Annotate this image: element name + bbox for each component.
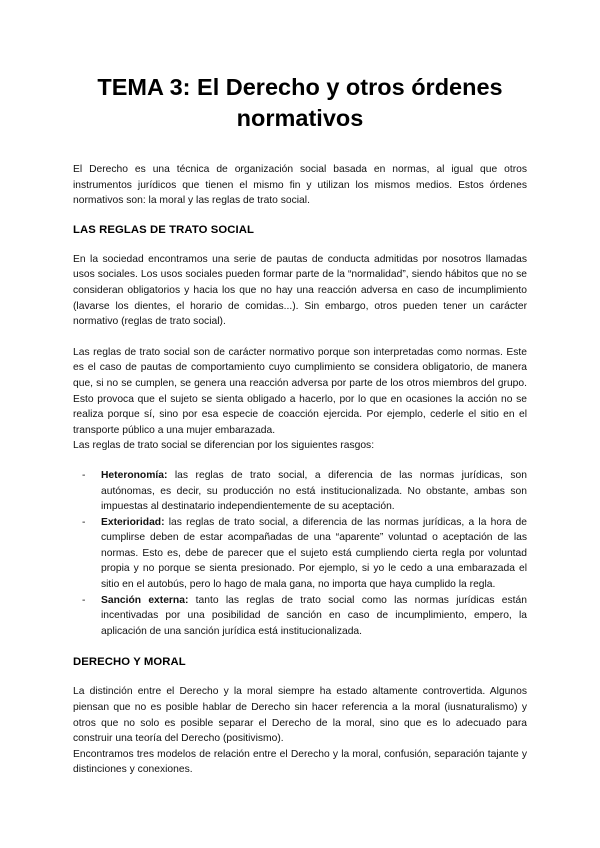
page-title (73, 72, 527, 134)
paragraph-reglas-normativas: Las reglas de trato social son de carácter normativo porque son interpretadas como normas. Este es el caso de pautas de comportamiento cuyo cumplimiento se considera obligatorio, de manera que, si no se cumplen, se genera una reacción adversa por parte de los otros miembros del grupo. Esto provoca que el sujeto se sienta obligado a hacerlo, por lo que en ocasiones la acción no se realiza porque sí, sino por esa especie de coacción ejercida. Por ejemplo, cederle el sitio en el transporte público a una mujer embarazada. (73, 346, 527, 436)
text-exterioridad: las reglas de trato social, a diferencia de las normas jurídicas, a la hora de cumplirse deben de estar acompañadas de una “aparente” voluntad o aceptación de las normas. Esto es, debe de parecer que el sujeto está cumpliendo cierta regla por voluntad propia y no porque se sienta presionado. Por ejemplo, si yo le cedo a una embarazada el sitio en el autobús, pero lo hago de mala gana, no importa que haya cumplido la regla. (101, 516, 527, 591)
page-title-line-1: TEMA 3: El Derecho y otros órdenes (97, 74, 503, 100)
term-exterioridad: Exterioridad: (101, 516, 165, 528)
text-sancion-externa: tanto las reglas de trato social como las normas jurídicas están incentivadas por una posibilidad de sanción en caso de incumplimiento, empero, la aplicación de una sanción jurídica está institucionalizada. (101, 594, 527, 637)
section-heading-derecho-moral: DERECHO Y MORAL (73, 656, 186, 669)
text-heteronomia: las reglas de trato social, a diferencia de las normas jurídicas, son autónomas, es decir, su producción no está institucionalizada. No obstante, ambas son impuestas al destinatario independientemente de su aceptación. (101, 469, 527, 513)
term-sancion-externa: Sanción externa: (101, 594, 189, 606)
intro-paragraph: El Derecho es una técnica de organización social basada en normas, al igual que otros instrumentos jurídicos que tienen el mismo fin y utilizan los mismos medios. Estos órdenes normativos son: la moral y las reglas de trato social. (73, 164, 527, 207)
paragraph-usos-sociales: En la sociedad encontramos una serie de pautas de conducta admitidas por nosotros llamadas usos sociales. Los usos sociales pueden formar parte de la “normalidad”, siendo hábitos que no se consideran obligatorios y hacia los que no hay una reacción adversa en caso de incumplimiento (lavarse los dientes, el horario de comidas...). Sin embargo, otros pueden tener un carácter normativo (reglas de trato social). (73, 253, 527, 328)
term-heteronomia: Heteronomía: (101, 469, 168, 481)
section-heading-trato-social: LAS REGLAS DE TRATO SOCIAL (73, 223, 255, 236)
paragraph-modelos: Encontramos tres modelos de relación entre el Derecho y la moral, confusión, separación tajante y distinciones y conexiones. (73, 748, 527, 776)
list-dash: - (82, 469, 86, 481)
paragraph-distincion: La distinción entre el Derecho y la moral siempre ha estado altamente controvertida. Algunos piensan que no es posible hablar de Derecho sin hacer referencia a la moral (iusnaturalismo) y otros que no solo es posible separar el Derecho de la moral, sino que es lo adecuado para construir una teoría del Derecho (positivismo). (73, 686, 527, 745)
rasgos-list (73, 468, 527, 640)
list-item-heteronomia (73, 468, 527, 515)
list-item-exterioridad (73, 515, 527, 593)
page-title-line-2: normativos (236, 105, 364, 131)
paragraph-rasgos-intro: Las reglas de trato social se diferencian por los siguientes rasgos: (73, 440, 375, 452)
list-dash: - (82, 516, 86, 528)
list-dash: - (82, 594, 86, 606)
list-item-sancion-externa (73, 593, 527, 640)
